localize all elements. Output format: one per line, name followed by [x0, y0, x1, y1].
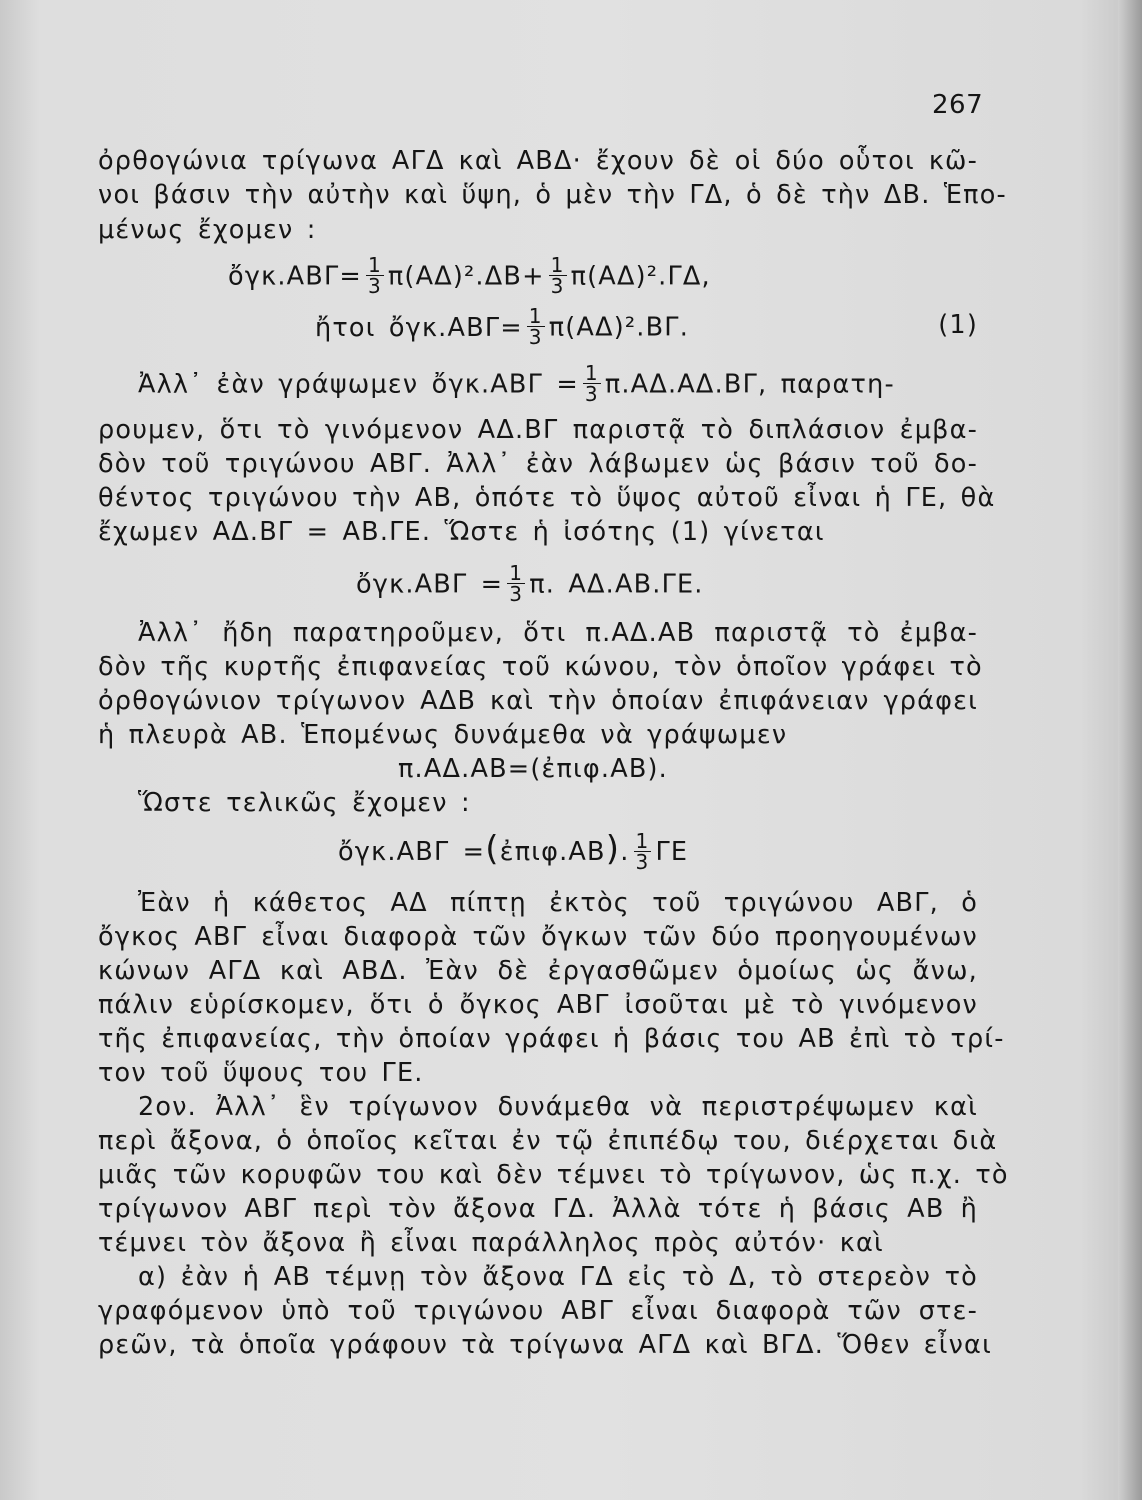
equation-rhs: π. ΑΔ.ΑΒ.ΓΕ. [529, 569, 704, 600]
equation-post: π.ΑΔ.ΑΔ.ΒΓ, παρατη- [604, 369, 895, 400]
text-line: ὀρθογώνια τρίγωνα ΑΓΔ καὶ ΑΒΔ· ἔχουν δὲ οἱ δύο οὗτοι κῶ- [98, 146, 978, 176]
text-line: πάλιν εὑρίσκομεν, ὅτι ὁ ὄγκος ΑΒΓ ἰσοῦται μὲ τὸ γινόμενον [98, 990, 978, 1020]
equation-5 [338, 828, 689, 874]
equation-term: π(ΑΔ)².ΔΒ+ [387, 261, 545, 292]
paren-open: ( [485, 829, 500, 869]
fraction-denominator: 3 [584, 382, 599, 406]
equation-4 [356, 561, 704, 606]
text-line: τέμνει τὸν ἄξονα ἢ εἶναι παράλληλος πρὸς αὐτόν· καὶ [98, 1228, 884, 1258]
fraction [527, 306, 545, 347]
equation-term: π(ΑΔ)².ΓΔ, [570, 261, 711, 292]
equation-lhs: ὄγκ.ΑΒΓ = [338, 837, 486, 867]
text-line: τῆς ἐπιφανείας, τὴν ὁποίαν γράφει ἡ βάσις του ΑΒ ἐπὶ τὸ τρί- [98, 1024, 1005, 1054]
text-line: δὸν τῆς κυρτῆς ἐπιφανείας τοῦ κώνου, τὸν ὁποῖον γράφει τὸ [98, 652, 983, 682]
text-line: ρεῶν, τὰ ὁποῖα γράφουν τὰ τρίγωνα ΑΓΔ καὶ ΒΓΔ. Ὅθεν εἶναι [98, 1330, 992, 1360]
fraction [634, 828, 652, 874]
text-line: 2ον. Ἀλλ᾽ ἓν τρίγωνον δυνάμεθα νὰ περιστρέψωμεν καὶ [138, 1092, 978, 1122]
fraction-numerator: 1 [584, 361, 599, 385]
fraction-numerator: 1 [509, 561, 524, 585]
equation-lhs: ἤτοι ὄγκ.ΑΒΓ= [315, 312, 523, 343]
fraction-denominator: 3 [509, 582, 524, 606]
equation-lhs: ὄγκ.ΑΒΓ= [228, 261, 362, 292]
fraction-denominator: 3 [528, 325, 543, 349]
equation-1 [228, 253, 711, 298]
equation-3 [138, 361, 895, 406]
equation-inner: ἐπιφ.ΑΒ [499, 837, 606, 867]
fraction [366, 255, 384, 296]
text-line: ρουμεν, ὅτι τὸ γινόμενον ΑΔ.ΒΓ παριστᾷ τὸ διπλάσιον ἐμβα- [98, 415, 978, 445]
fraction-denominator: 3 [550, 274, 565, 298]
fraction [507, 563, 525, 604]
text-line: γραφόμενον ὑπὸ τοῦ τριγώνου ΑΒΓ εἶναι διαφορὰ τῶν στε- [98, 1296, 978, 1326]
text-line: δὸν τοῦ τριγώνου ΑΒΓ. Ἀλλ᾽ ἐὰν λάβωμεν ὡς βάσιν τοῦ δο- [98, 449, 978, 479]
text-line: Ὥστε τελικῶς ἔχομεν : [138, 788, 471, 818]
text-line: ὀρθογώνιον τρίγωνον ΑΔΒ καὶ τὴν ὁποίαν ἐπιφάνειαν γράφει [98, 686, 978, 716]
fraction [583, 363, 601, 404]
text-line: ἡ πλευρὰ ΑΒ. Ἑπομένως δυνάμεθα νὰ γράψωμεν [98, 720, 788, 750]
fraction-denominator: 3 [367, 274, 382, 298]
equation-number: (1) [938, 310, 978, 340]
fraction [549, 255, 567, 296]
text-line: τρίγωνον ΑΒΓ περὶ τὸν ἄξονα ΓΔ. Ἀλλὰ τότε ἡ βάσις ΑΒ ἢ [98, 1194, 978, 1224]
equation-lhs: ὄγκ.ΑΒΓ = [356, 569, 504, 600]
text-line: τον τοῦ ὕψους του ΓΕ. [98, 1058, 424, 1088]
fraction-denominator: 3 [635, 849, 650, 874]
equation-dot: . [620, 837, 630, 867]
fraction-numerator: 1 [528, 304, 543, 328]
page-number: 267 [932, 90, 984, 120]
fraction-numerator: 1 [635, 828, 650, 853]
text-line: περὶ ἄξονα, ὁ ὁποῖος κεῖται ἐν τῷ ἐπιπέδῳ του, διέρχεται διὰ [98, 1126, 998, 1156]
text-line: ἔχωμεν ΑΔ.ΒΓ = ΑΒ.ΓΕ. Ὥστε ἡ ἰσότης (1) γίνεται [98, 517, 825, 547]
text-line: μιᾶς τῶν κορυφῶν του καὶ δὲν τέμνει τὸ τρίγωνον, ὡς π.χ. τὸ [98, 1160, 1009, 1190]
page-edge-shadow [1118, 0, 1142, 1500]
equation-rhs: π(ΑΔ)².ΒΓ. [548, 312, 690, 343]
equation-rhs: ΓΕ [655, 837, 689, 867]
text-line: ὄγκος ΑΒΓ εἶναι διαφορὰ τῶν ὄγκων τῶν δύο προηγουμένων [98, 922, 978, 952]
equation-pre: Ἀλλ᾽ ἐὰν γράψωμεν ὄγκ.ΑΒΓ = [138, 369, 579, 400]
paren-close: ) [605, 829, 621, 869]
text-line: θέντος τριγώνου τὴν ΑΒ, ὁπότε τὸ ὕψος αὐτοῦ εἶναι ἡ ΓΕ, θὰ [98, 483, 996, 513]
text-line: κώνων ΑΓΔ καὶ ΑΒΔ. Ἐὰν δὲ ἐργασθῶμεν ὁμοίως ὡς ἄνω, [98, 956, 978, 986]
equation-2 [98, 304, 978, 349]
text-line: νοι βάσιν τὴν αὐτὴν καὶ ὕψη, ὁ μὲν τὴν ΓΔ, ὁ δὲ τὴν ΔΒ. Ἑπο- [98, 180, 1007, 210]
text-line: Ἐὰν ἡ κάθετος ΑΔ πίπτῃ ἐκτὸς τοῦ τριγώνου ΑΒΓ, ὁ [138, 888, 978, 918]
text-line: μένως ἔχομεν : [98, 215, 317, 245]
fraction-numerator: 1 [367, 253, 382, 277]
text-line: α) ἐὰν ἡ ΑΒ τέμνῃ τὸν ἄξονα ΓΔ εἰς τὸ Δ, τὸ στερεὸν τὸ [138, 1262, 978, 1292]
text-line: Ἀλλ᾽ ἤδη παρατηροῦμεν, ὅτι π.ΑΔ.ΑΒ παριστᾷ τὸ ἐμβα- [138, 618, 978, 648]
fraction-numerator: 1 [550, 253, 565, 277]
equation-line: π.ΑΔ.ΑΒ=(ἐπιφ.ΑΒ). [398, 754, 668, 784]
